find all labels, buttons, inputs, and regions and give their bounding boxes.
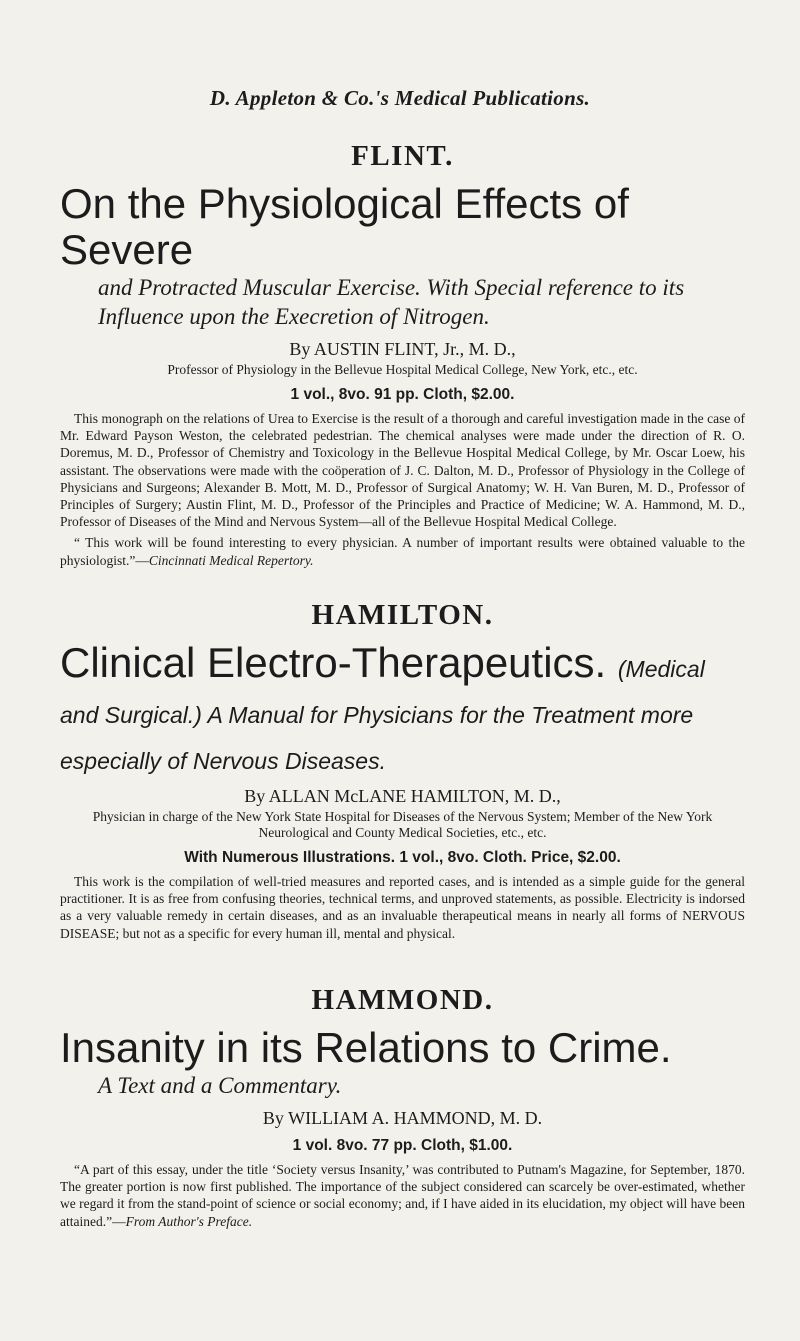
entry-flint <box>60 140 745 569</box>
author-credentials: Professor of Physiology in the Bellevue Hospital Medical College, New York, etc., etc. <box>167 362 638 377</box>
publication-info: With Numerous Illustrations. 1 vol., 8vo. Cloth. Price, $2.00. <box>184 849 621 866</box>
book-subtitle: and Protracted Muscular Exercise. With Special reference to its Influence upon the Execretion of Nitrogen. <box>98 275 685 329</box>
byline: By ALLAN McLANE HAMILTON, M. D., <box>244 786 561 806</box>
description: This monograph on the relations of Urea to Exercise is the result of a thorough and careful investigation made in the case of Mr. Edward Payson Weston, the celebrated pedestrian. The chemical analyses were made under the direction of R. O. Doremus, M. D., Professor of Chemistry and Toxicology in the Bellevue Hospital Medical College, by Mr. Oscar Loew, his assistant. The observations were made with the coöperation of J. C. Dalton, M. D., Professor of Physiology in the College of Physicians and Surgeons; Alexander B. Mott, M. D., Professor of Surgical Anatomy; W. H. Van Buren, M. D., Professor of Principles of Surgery; Austin Flint, M. D., Professor of the Principles and Practice of Medicine; W. A. Hammond, M. D., Professor of Diseases of the Mind and Nervous System—all of the Bellevue Hospital Medical College. <box>60 411 745 530</box>
byline: By AUSTIN FLINT, Jr., M. D., <box>289 339 516 359</box>
description: This work is the compilation of well-tried measures and reported cases, and is intended as a simple guide for the general practitioner. It is as free from confusing theories, technical terms, and unproved statements, as possible. Electricity is indorsed as a very valuable remedy in certain diseases, and as an invaluable therapeutical means in nearly all forms of NERVOUS DISEASE; but not as a specific for every human ill, mental and physical. <box>60 874 745 941</box>
book-title: On the Physiological Effects of Severe <box>60 180 629 273</box>
book-title-main: Clinical Electro-Therapeutics. <box>60 639 607 686</box>
byline: By WILLIAM A. HAMMOND, M. D. <box>262 1108 543 1128</box>
book-title: Insanity in its Relations to Crime. <box>60 1024 672 1071</box>
author-heading: HAMMOND. <box>311 984 494 1016</box>
publication-info: 1 vol. 8vo. 77 pp. Cloth, $1.00. <box>292 1137 513 1154</box>
author-heading: FLINT. <box>351 140 454 172</box>
description <box>60 1161 745 1230</box>
entry-hamilton <box>60 599 745 942</box>
publication-info: 1 vol., 8vo. 91 pp. Cloth, $2.00. <box>290 386 515 403</box>
review-source: Cincinnati Medical Repertory. <box>148 552 314 568</box>
description-source: From Author's Preface. <box>125 1213 253 1229</box>
review-quote <box>60 534 745 568</box>
book-subtitle: A Text and a Commentary. <box>98 1073 342 1098</box>
author-heading: HAMILTON. <box>311 599 494 631</box>
running-head: D. Appleton & Co.'s Medical Publications. <box>209 86 591 110</box>
description-text: “A part of this essay, under the title ‘Society versus Insanity,’ was contributed to Putnam's Magazine, for September, 1870. The greater portion is now first published. The importance of the subject considered can scarcely be over-estimated, whether we regard it from the stand-point of science or social economy; and, if I have aided in its elucidation, my object will have been attained.”— <box>60 1162 745 1229</box>
book-title <box>60 640 745 778</box>
author-credentials: Physician in charge of the New York State Hospital for Diseases of the Nervous System; Member of the New York Neurological and County Medical Societies, etc., etc. <box>92 809 713 840</box>
book-subtitle: (Medical and Surgical.) A Manual for Physicians for the Treatment more especially of Nervous Diseases. <box>60 656 705 774</box>
review-text: “ This work will be found interesting to every physician. A number of important results were obtained valuable to the physiologist.”— <box>60 535 745 568</box>
entry-hammond <box>60 984 745 1230</box>
